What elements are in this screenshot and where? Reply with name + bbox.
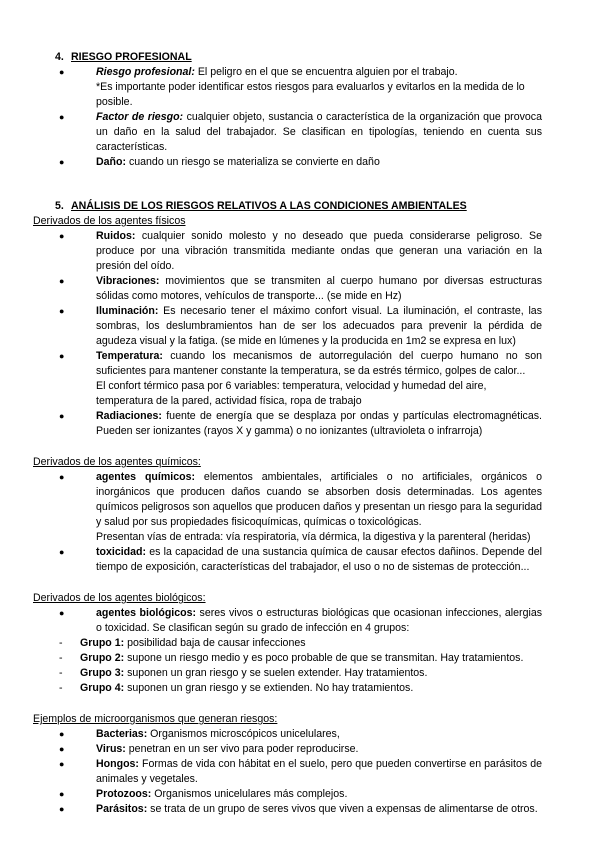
bullet-icon: ●: [59, 789, 65, 799]
dash-icon: -: [59, 637, 63, 649]
list-item: [33, 65, 542, 80]
note-text: *Es importante poder identificar estos riesgos para evaluarlos y evitarlos en la medida de lo posible.: [96, 81, 525, 108]
bullet-icon: ●: [59, 157, 65, 167]
list-item: [33, 545, 542, 575]
item-term: Bacterias:: [96, 728, 148, 740]
section-number: 4.: [55, 51, 64, 63]
item-term: Iluminación:: [96, 305, 159, 317]
item-term: Riesgo profesional:: [96, 66, 195, 78]
item-term: Parásitos:: [96, 803, 148, 815]
item-text: cualquier sonido molesto y no deseado que pueda considerarse peligroso. Se produce por una vibración transmitida mediante ondas que generan una variación en la presión del oído.: [96, 230, 542, 272]
item-text: suponen un gran riesgo y se extienden. No hay tratamientos.: [124, 682, 414, 694]
list-item: [33, 229, 542, 274]
list-item: [33, 304, 542, 349]
item-text: seres vivos o estructuras biológicas que ocasionan infecciones, alergias o toxicidad. Se clasifican según su grado de infección en 4 grupos:: [96, 607, 543, 634]
section-5-heading: [33, 199, 542, 214]
list-item: [33, 470, 542, 530]
item-term: Factor de riesgo:: [96, 111, 184, 123]
item-text: Organismos microscópicos unicelulares,: [147, 728, 340, 740]
list-item: [33, 274, 542, 304]
item-term: Vibraciones:: [96, 275, 160, 287]
subheading-fisicos: Derivados de los agentes físicos: [33, 215, 186, 227]
item-text: es la capacidad de una sustancia química de causar efectos dañinos. Depende del tiempo de exposición, características del trabajador, el uso o no de sistemas de protección...: [96, 546, 542, 573]
list-item: [33, 787, 542, 802]
item-term: Temperatura:: [96, 350, 163, 362]
bullet-icon: ●: [59, 351, 65, 361]
item-term: Grupo 4:: [80, 682, 125, 694]
list-item: [33, 727, 542, 742]
bullet-icon: ●: [59, 729, 65, 739]
section-4-heading: [33, 50, 542, 65]
item-term: Ruidos:: [96, 230, 136, 242]
item-term: agentes biológicos:: [96, 607, 197, 619]
bullet-icon: ●: [59, 472, 65, 482]
list-item: [33, 757, 542, 787]
item-text: Es necesario tener el máximo confort visual. La iluminación, el contraste, las sombras, los deslumbramientos han de ser los adecuados para prevenir la pérdida de agudeza visual y la fatiga. (se mide en lúmenes y la producida en 1m2 se expresa en lux): [96, 305, 542, 347]
subheading-microorganismos: Ejemplos de microorganismos que generan riesgos:: [33, 713, 278, 725]
item-term: Hongos:: [96, 758, 139, 770]
bullet-icon: ●: [59, 411, 65, 421]
bullet-icon: ●: [59, 231, 65, 241]
list-item: [33, 110, 542, 155]
list-item: [33, 606, 542, 636]
item-text: posibilidad baja de causar infecciones: [124, 637, 306, 649]
subheading-quimicos: Derivados de los agentes químicos:: [33, 456, 201, 468]
note-text: Presentan vías de entrada: vía respiratoria, vía dérmica, la digestiva y la parenteral (heridas): [96, 531, 531, 543]
group-item: [33, 681, 542, 696]
item-text: Formas de vida con hábitat en el suelo, pero que pueden convertirse en parásitos de animales y vegetales.: [96, 758, 542, 785]
bullet-icon: ●: [59, 744, 65, 754]
item-term: agentes químicos:: [96, 471, 195, 483]
item-term: Grupo 2:: [80, 652, 125, 664]
item-text: se trata de un grupo de seres vivos que viven a expensas de alimentarse de otros.: [147, 803, 538, 815]
item-text: elementos ambientales, artificiales o no artificiales, orgánicos o inorgánicos que producen daños cuando se absorben dosis determinadas. Los agentes químicos peligrosos son aquellos que producen daños y presentan un riesgo para la seguridad y salud por sus propiedades fisicoquímicas, químicas o toxicológicas.: [96, 471, 542, 528]
item-term: Virus:: [96, 743, 126, 755]
item-text: penetran en un ser vivo para poder reproducirse.: [125, 743, 359, 755]
item-term: toxicidad:: [96, 546, 147, 558]
bullet-icon: ●: [59, 306, 65, 316]
item-text: cualquier objeto, sustancia o característica de la organización que provoca un daño en la salud del trabajador. Se clasifican en tipologías, teniendo en cuenta sus características.: [96, 111, 542, 153]
item-term: Grupo 3:: [80, 667, 125, 679]
note-text: El confort térmico pasa por 6 variables: temperatura, velocidad y humedad del aire, temperatura de la pared, actividad física, ropa de trabajo: [96, 380, 487, 407]
item-text: movimientos que se transmiten al cuerpo humano por diversas estructuras sólidas como motores, vehículos de transporte... (se mide en Hz): [96, 275, 542, 302]
list-item: [33, 155, 542, 170]
list-item: [33, 349, 542, 379]
item-text: fuente de energía que se desplaza por ondas y partículas electromagnéticas. Pueden ser ionizantes (rayos X y gamma) o no ionizantes (ultravioleta o infrarroja): [96, 410, 542, 437]
item-text: cuando un riesgo se materializa se convierte en daño: [126, 156, 380, 168]
item-term: Radiaciones:: [96, 410, 162, 422]
item-text: cuando los mecanismos de autorregulación del cuerpo humano no son suficientes para mantener constante la temperatura, se da estrés térmico, golpes de calor...: [96, 350, 542, 377]
list-item: [33, 742, 542, 757]
item-term: Grupo 1:: [80, 637, 125, 649]
item-term: Daño:: [96, 156, 127, 168]
item-text: El peligro en el que se encuentra alguien por el trabajo.: [194, 66, 458, 78]
section-number: 5.: [55, 200, 64, 212]
bullet-icon: ●: [59, 608, 65, 618]
bullet-icon: ●: [59, 759, 65, 769]
bullet-icon: ●: [59, 276, 65, 286]
group-item: [33, 666, 542, 681]
dash-icon: -: [59, 667, 63, 679]
list-item: [33, 409, 542, 439]
bullet-icon: ●: [59, 67, 65, 77]
group-item: [33, 651, 542, 666]
subheading-biologicos: Derivados de los agentes biológicos:: [33, 592, 206, 604]
item-term: Protozoos:: [96, 788, 152, 800]
section-title: ANÁLISIS DE LOS RIESGOS RELATIVOS A LAS CONDICIONES AMBIENTALES: [71, 200, 467, 212]
bullet-icon: ●: [59, 547, 65, 557]
section-title: RIESGO PROFESIONAL: [71, 51, 192, 63]
bullet-icon: ●: [59, 804, 65, 814]
list-item: [33, 802, 542, 817]
item-text: suponen un gran riesgo y se suelen extender. Hay tratamientos.: [124, 667, 428, 679]
group-item: [33, 636, 542, 651]
dash-icon: -: [59, 682, 63, 694]
item-text: Organismos unicelulares más complejos.: [151, 788, 348, 800]
dash-icon: -: [59, 652, 63, 664]
bullet-icon: ●: [59, 112, 65, 122]
item-text: supone un riesgo medio y es poco probable de que se transmitan. Hay tratamientos.: [124, 652, 524, 664]
